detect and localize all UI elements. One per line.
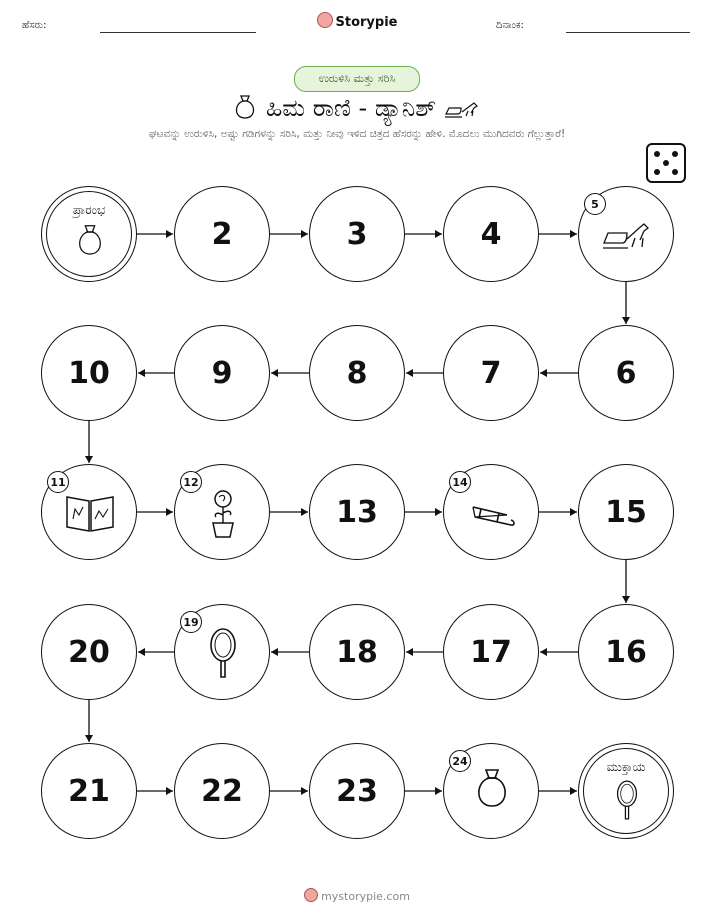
arrow-head: [406, 648, 413, 656]
subtitle-pill: ಉರುಳಿಸಿ ಮತ್ತು ಸರಿಸಿ: [294, 66, 420, 92]
sleigh-horses-icon: [602, 207, 652, 263]
arrow-head: [622, 317, 630, 324]
space-number: 18: [336, 634, 378, 670]
arrow-head: [85, 456, 93, 463]
board-space[interactable]: [309, 743, 405, 839]
space-number-badge: 12: [180, 471, 202, 493]
board-space[interactable]: [443, 743, 539, 839]
board-space[interactable]: [443, 604, 539, 700]
board-space[interactable]: [41, 464, 137, 560]
space-number: 15: [605, 494, 647, 530]
page-title: ಹಿಮ ರಾಣಿ - ಡ್ಯಾನಿಶ್: [265, 94, 437, 122]
board-space[interactable]: [174, 325, 270, 421]
arrow-head: [138, 369, 145, 377]
space-number: 2: [211, 216, 233, 252]
finish-space[interactable]: [578, 743, 674, 839]
storypie-logo-icon: [304, 888, 318, 902]
space-number: 4: [480, 216, 502, 252]
name-label: ಹೆಸರು:: [22, 20, 47, 31]
start-label: ಪ್ರಾರಂಭ: [72, 203, 106, 217]
arrow-head: [406, 369, 413, 377]
space-number-badge: 19: [180, 611, 202, 633]
sled-icon: [467, 485, 517, 541]
arrow-head: [540, 648, 547, 656]
space-number: 17: [470, 634, 512, 670]
board-space[interactable]: [309, 464, 405, 560]
board-space[interactable]: [578, 604, 674, 700]
arrow-head: [435, 230, 442, 238]
board-space[interactable]: [443, 464, 539, 560]
board-space[interactable]: [578, 186, 674, 282]
hand-mirror-icon: [198, 625, 248, 681]
space-number: 7: [480, 355, 502, 391]
start-space[interactable]: [41, 186, 137, 282]
arrow-head: [166, 230, 173, 238]
board-space[interactable]: [443, 186, 539, 282]
arrow-head: [271, 369, 278, 377]
space-number: 9: [211, 355, 233, 391]
board-space[interactable]: [578, 325, 674, 421]
open-book-icon: [65, 485, 115, 541]
space-number: 10: [68, 355, 110, 391]
potted-rose-icon: [198, 485, 248, 541]
arrow-head: [570, 787, 577, 795]
board-space[interactable]: [174, 604, 270, 700]
arrow-head: [570, 508, 577, 516]
arrow-head: [166, 787, 173, 795]
space-number: 22: [201, 773, 243, 809]
board-space[interactable]: [309, 325, 405, 421]
space-number-badge: 5: [584, 193, 606, 215]
arrow-head: [570, 230, 577, 238]
space-number: 8: [346, 355, 368, 391]
space-number-badge: 11: [47, 471, 69, 493]
board-space[interactable]: [41, 325, 137, 421]
finish-label: ಮುಕ್ತಾಯ: [606, 760, 646, 774]
board-space[interactable]: [41, 604, 137, 700]
footer: [0, 888, 714, 903]
board-space[interactable]: [309, 186, 405, 282]
board-space[interactable]: [309, 604, 405, 700]
arrow-head: [138, 648, 145, 656]
board-space[interactable]: [41, 743, 137, 839]
arrow-head: [540, 369, 547, 377]
arrow-head: [435, 508, 442, 516]
arrow-head: [622, 596, 630, 603]
arrow-head: [301, 230, 308, 238]
money-bag-icon: [467, 764, 517, 820]
arrow-head: [435, 787, 442, 795]
space-number: 3: [346, 216, 368, 252]
money-bag-icon: [70, 221, 110, 265]
space-number: 23: [336, 773, 378, 809]
board-space[interactable]: [174, 464, 270, 560]
arrow-head: [301, 787, 308, 795]
space-number: 16: [605, 634, 647, 670]
board-space[interactable]: [443, 325, 539, 421]
board-space[interactable]: [174, 743, 270, 839]
instructions: ಘಟವನ್ನು ಉರುಳಿಸಿ, ಅಷ್ಟು ಗಡಿಗಳನ್ನು ಸರಿಸಿ, ಮತ್ತು ನೀವು ಇಳಿದ ಚಿತ್ರದ ಹೆಸರನ್ನು ಹೇಳಿ. ಮೊದಲು ಮುಗಿದವರು ಗೆಲ್ಲುತ್ತಾರೆ!: [148, 128, 566, 140]
arrow-head: [85, 735, 93, 742]
space-number: 21: [68, 773, 110, 809]
date-label: ದಿನಾಂಕ:: [496, 20, 524, 31]
hand-mirror-icon: [607, 778, 647, 822]
space-number: 6: [615, 355, 637, 391]
space-number: 13: [336, 494, 378, 530]
footer-url: mystorypie.com: [321, 890, 410, 903]
board-space[interactable]: [578, 464, 674, 560]
arrow-head: [166, 508, 173, 516]
space-number: 20: [68, 634, 110, 670]
space-number-badge: 24: [449, 750, 471, 772]
space-number-badge: 14: [449, 471, 471, 493]
arrow-head: [271, 648, 278, 656]
brand-name: Storypie: [335, 15, 398, 30]
arrow-head: [301, 508, 308, 516]
board-space[interactable]: [174, 186, 270, 282]
